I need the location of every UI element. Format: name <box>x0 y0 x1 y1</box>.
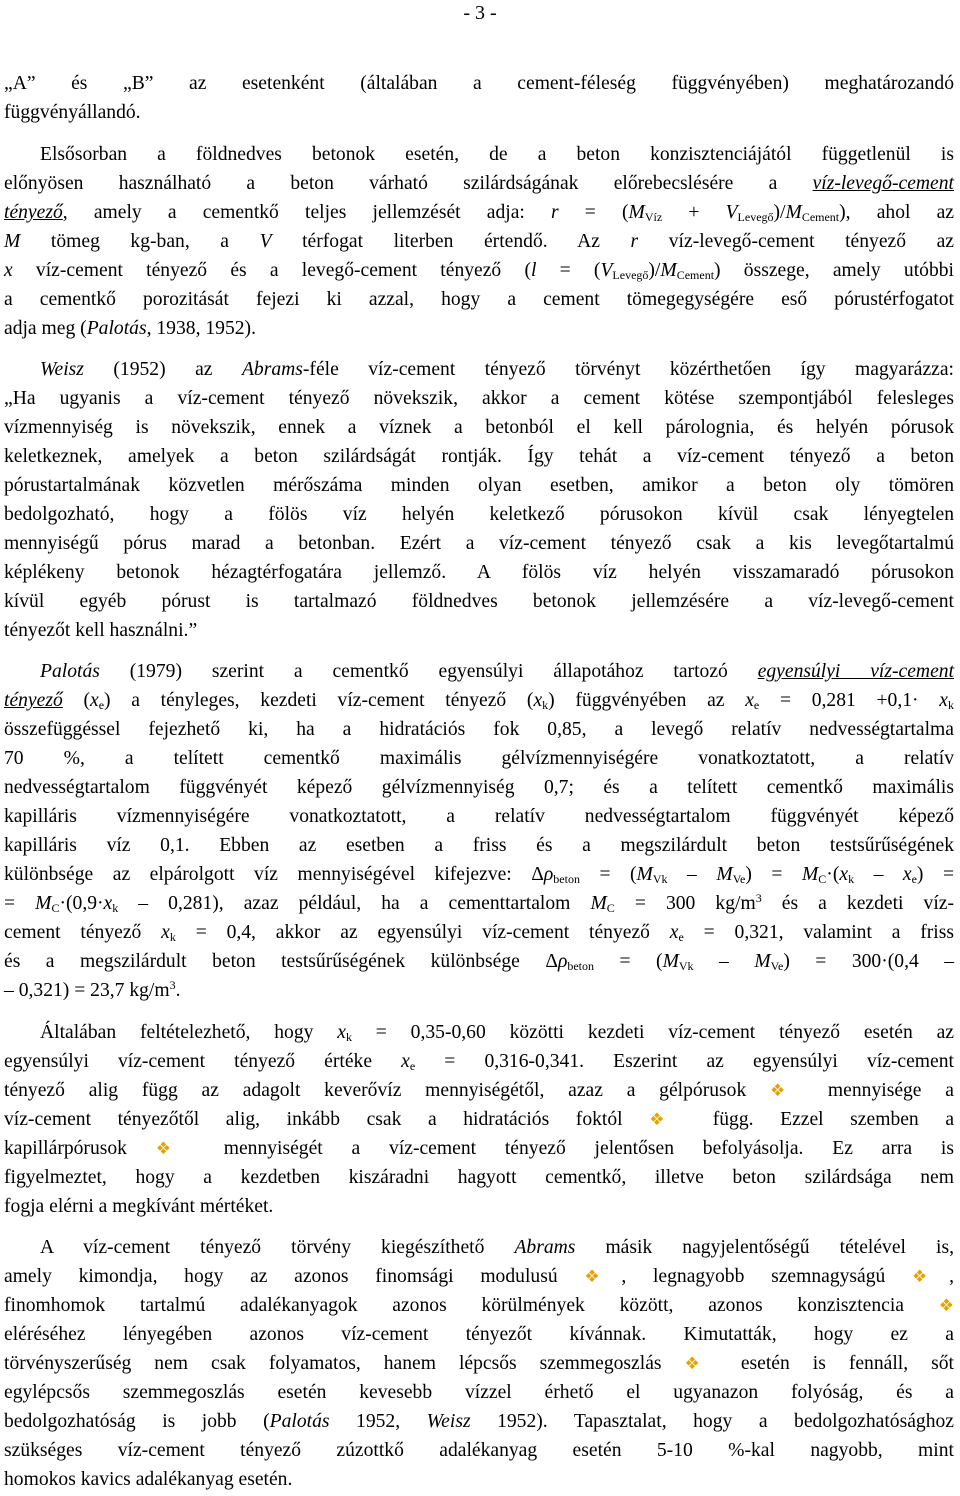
text-line: adja meg (Palotás, 1938, 1952). <box>4 318 256 339</box>
text-line: tényező alig függ az adagolt keverővíz mennyiségétől, azaz a gélpórusok ❖ mennyisége a <box>4 1080 954 1101</box>
diamond-icon[interactable]: ❖ <box>770 1081 805 1100</box>
text-line: tényező, amely a cementkő teljes jellemzését adja: $r = (M_{Víz} + V_{Levegő})/M_{Cement}$), ahol az <box>4 202 954 224</box>
text-line: x víz-cement tényező és a levegő-cement tényező $(l = (V_{Levegő})/M_{Cement})$ összege, amely utóbbi <box>4 260 954 282</box>
diamond-icon[interactable]: ❖ <box>684 1354 718 1373</box>
text-line: víz-cement tényezőtől alig, inkább csak a hidratációs foktól ❖ függ. Ezzel szemben a <box>4 1109 955 1130</box>
text-line: kívül egyéb pórust is tartalmazó földnedves betonok jellemzésére a víz-levegő-cement <box>4 591 954 612</box>
page-number: - 3 - <box>463 2 497 24</box>
diamond-icon[interactable]: ❖ <box>938 1296 954 1315</box>
term-link: egyensúlyi víz-cement <box>757 661 955 682</box>
text-line: kapillárpórusok ❖ mennyiségét a víz-cement tényező jelentősen befolyásolja. Ez arra is <box>4 1138 954 1159</box>
text-line: = $M_C\cdot(0,9\cdot x_k - 0,281)$, azaz például, ha a cementtartalom $M_C = 300$ $kg/m^3$ és a kezdeti víz- <box>4 891 954 915</box>
text-line: vízmennyiség is növekszik, ennek a víznek a betonból el kell párolognia, és helyén pórusok <box>4 417 954 438</box>
text-line: bedolgozható, hogy a fölös víz helyén keletkező pórusokon kívül csak lényegtelen <box>4 504 954 525</box>
text-line: Weisz (1952) az Abrams-féle víz-cement tényező törvényt közérthetően így magyarázza: <box>40 359 954 380</box>
text-line: „Ha ugyanis a víz-cement tényező növekszik, akkor a cement kötése szempontjából felesleges <box>4 388 954 409</box>
text-line: figyelmeztet, hogy a kezdetben kiszáradni hagyott cementkő, illetve beton szilárdsága nem <box>4 1167 954 1188</box>
text-line: bedolgozhatóság is jobb (Palotás 1952, Weisz 1952). Tapasztalat, hogy a bedolgozhatósághoz <box>4 1411 954 1432</box>
text-line: amely kimondja, hogy az azonos finomsági modulusú ❖, legnagyobb szemnagyságú ❖, <box>4 1266 954 1287</box>
text-line: Palotás (1979) szerint a cementkő egyensúlyi állapotához tartozó egyensúlyi víz-cement <box>40 661 955 682</box>
text-line: összefüggéssel fejezhető ki, ha a hidratációs fok 0,85, a levegő relatív nedvességtartalma <box>4 719 954 740</box>
paragraph-2 <box>4 140 954 343</box>
text-line: különbsége az elpárolgott víz mennyiségével kifejezve: $\Delta\rho_{beton} = (M_{Vk} - M_{Ve}) = M_C\cdot(x_k - x_e)$ = <box>4 864 954 886</box>
text-line: fogja elérni a megkívánt mértéket. <box>4 1196 274 1217</box>
text-line: törvényszerűség nem csak folyamatos, hanem lépcsős szemmegoszlás ❖ esetén is fennáll, sőt <box>4 1353 954 1374</box>
diamond-icon[interactable]: ❖ <box>912 1267 950 1286</box>
text-line: Általában feltételezhető, hogy $x_k = 0,35-0,60$ közötti kezdeti víz-cement tényező esetén az <box>40 1022 954 1044</box>
text-line: függvényállandó. <box>4 102 141 123</box>
text-line: egyensúlyi víz-cement tényező értéke $x_e = 0,316-0,341$. Eszerint az egyensúlyi víz-cement <box>4 1051 954 1073</box>
diamond-icon[interactable]: ❖ <box>649 1110 687 1129</box>
text-line: tényezőt kell használni.” <box>4 620 198 641</box>
text-line: „A” és „B” az esetenként (általában a cement-féleség függvényében) meghatározandó <box>4 73 954 94</box>
paragraph-4 <box>4 657 954 1005</box>
text-line: egylépcsős szemmegoszlás esetén kevesebb vízzel érhető el ugyanazon folyóság, és a <box>4 1382 954 1403</box>
text-line: M tömeg kg-ban, a V térfogat literben értendő. Az r víz-levegő-cement tényező az <box>4 231 954 252</box>
text-line: cement tényező $x_k = 0,4$, akkor az egyensúlyi víz-cement tényező $x_e = 0,321$, valamint a friss <box>4 922 955 944</box>
text-line: a cementkő porozitását fejezi ki azzal, hogy a cement tömegegységére eső pórustérfogatot <box>4 289 954 310</box>
diamond-icon[interactable]: ❖ <box>155 1139 195 1158</box>
text-line: homokos kavics adalékanyag esetén. <box>4 1469 293 1490</box>
text-line: szükséges víz-cement tényező zúzottkő adalékanyag esetén 5-10 %-kal nagyobb, mint <box>4 1440 954 1461</box>
text-line: A víz-cement tényező törvény kiegészíthető Abrams másik nagyjelentőségű tételével is, <box>40 1237 954 1258</box>
text-line: előnyösen használható a beton várható szilárdságának előrebecslésére a víz-levegő-cement <box>4 173 954 194</box>
text-line: tényező $(x_e)$ a tényleges, kezdeti víz-cement tényező $(x_k)$ függvényében az $x_e = 0,281 +0,1\cdot x_k$ <box>4 690 954 712</box>
text-line: kapilláris víz 0,1. Ebben az esetben a friss és a megszilárdult beton testsűrűségének <box>4 835 954 856</box>
paragraph-5 <box>4 1018 954 1221</box>
text-line: kapilláris vízmennyiségére vonatkoztatott, a relatív nedvességtartalom függvényét képező <box>4 806 954 827</box>
text-line: – 0,321) = 23,7 $kg/m^3$. <box>4 978 181 1001</box>
paragraph-6 <box>4 1233 954 1494</box>
text-line: nedvességtartalom függvényét képező gélvízmennyiség 0,7; és a telített cementkő maximális <box>4 777 954 798</box>
paragraph-3 <box>4 355 954 645</box>
text-line: képlékeny betonok hézagtérfogatára jellemző. A fölös víz helyén visszamaradó pórusokon <box>4 562 954 583</box>
text-line: keletkeznek, amelyek a beton szilárdságát rontják. Így tehát a víz-cement tényező a beton <box>4 446 954 467</box>
paragraph-1 <box>4 69 954 127</box>
term-link: víz-levegő-cement <box>812 173 954 194</box>
text-line: finomhomok tartalmú adalékanyagok azonos körülmények között, azonos konzisztencia ❖ <box>4 1295 954 1316</box>
text-line: 70 %, a telített cementkő maximális gélvízmennyiségére vonatkoztatott, a relatív <box>4 748 954 769</box>
text-line: mennyiségű pórus marad a betonban. Ezért a víz-cement tényező csak a kis levegőtartalmú <box>4 533 954 554</box>
diamond-icon[interactable]: ❖ <box>584 1267 622 1286</box>
text-line: Elsősorban a földnedves betonok esetén, de a beton konzisztenciájától függetlenül is <box>40 144 954 165</box>
text-line: és a megszilárdult beton testsűrűségének különbsége $\Delta\rho_{beton} = (M_{Vk} - M_{Ve}) = 300\cdot(0,4$ – <box>4 951 955 973</box>
text-line: eléréséhez lényegében azonos víz-cement tényezőt kívánnak. Kimutatták, hogy ez a <box>4 1324 954 1345</box>
text-line: pórustartalmának közvetlen mérőszáma minden olyan esetben, amikor a beton oly tömören <box>4 475 954 496</box>
